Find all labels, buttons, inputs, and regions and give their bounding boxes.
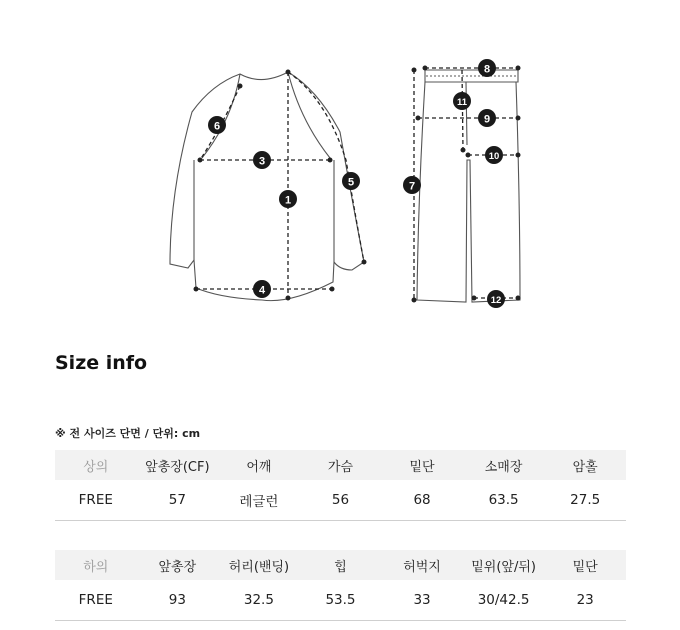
svg-text:4: 4 xyxy=(258,284,266,297)
marker-6 xyxy=(208,116,226,134)
table-header-cell: 밑단 xyxy=(544,550,626,580)
top-size-table xyxy=(55,450,626,521)
svg-text:11: 11 xyxy=(456,97,468,108)
table-header-cell: 앞총장 xyxy=(137,550,219,580)
table-cell: 23 xyxy=(544,580,626,621)
table-header-cell: 힙 xyxy=(300,550,382,580)
table-cell: 68 xyxy=(381,480,463,521)
table-row xyxy=(55,480,626,521)
marker-10 xyxy=(485,146,503,164)
table-header-cell: 하의 xyxy=(55,550,137,580)
bottom-size-table xyxy=(55,550,626,621)
table-cell: FREE xyxy=(55,480,137,521)
table-header-cell: 밑위(앞/뒤) xyxy=(463,550,545,580)
marker-7 xyxy=(403,176,421,194)
table-cell: FREE xyxy=(55,580,137,621)
svg-text:1: 1 xyxy=(284,194,292,207)
svg-text:12: 12 xyxy=(490,295,502,306)
top-measure-lines xyxy=(196,72,364,298)
table-header-cell: 암홀 xyxy=(544,450,626,480)
svg-text:5: 5 xyxy=(347,176,355,189)
table-cell: 레글런 xyxy=(218,480,300,521)
unit-note: ※ 전 사이즈 단면 / 단위: cm xyxy=(55,427,201,440)
marker-4 xyxy=(253,280,271,298)
svg-text:8: 8 xyxy=(483,63,491,76)
svg-text:10: 10 xyxy=(488,151,500,162)
svg-text:6: 6 xyxy=(213,120,221,133)
table-row xyxy=(55,580,626,621)
table-cell: 56 xyxy=(300,480,382,521)
size-info-title: Size info xyxy=(55,352,148,374)
table-header-cell: 밑단 xyxy=(381,450,463,480)
svg-text:9: 9 xyxy=(483,113,491,126)
table-header-row xyxy=(55,550,626,580)
marker-8 xyxy=(478,59,496,77)
marker-11 xyxy=(453,92,471,110)
table-header-row xyxy=(55,450,626,480)
table-header-cell: 상의 xyxy=(55,450,137,480)
table-cell: 27.5 xyxy=(544,480,626,521)
svg-text:3: 3 xyxy=(258,155,266,168)
top-measure-endpoints xyxy=(194,70,367,301)
marker-9 xyxy=(478,109,496,127)
table-cell: 32.5 xyxy=(218,580,300,621)
top-garment-outline xyxy=(170,72,364,301)
table-header-cell: 가슴 xyxy=(300,450,382,480)
table-cell: 30/42.5 xyxy=(463,580,545,621)
marker-3 xyxy=(253,151,271,169)
marker-1 xyxy=(279,190,297,208)
table-header-cell: 앞총장(CF) xyxy=(137,450,219,480)
table-cell: 63.5 xyxy=(463,480,545,521)
marker-12 xyxy=(487,290,505,308)
table-cell: 53.5 xyxy=(300,580,382,621)
table-cell: 33 xyxy=(381,580,463,621)
table-header-cell: 어깨 xyxy=(218,450,300,480)
marker-5 xyxy=(342,172,360,190)
table-header-cell: 허벅지 xyxy=(381,550,463,580)
table-header-cell: 허리(밴딩) xyxy=(218,550,300,580)
table-cell: 93 xyxy=(137,580,219,621)
svg-text:7: 7 xyxy=(408,180,416,193)
table-header-cell: 소매장 xyxy=(463,450,545,480)
table-cell: 57 xyxy=(137,480,219,521)
